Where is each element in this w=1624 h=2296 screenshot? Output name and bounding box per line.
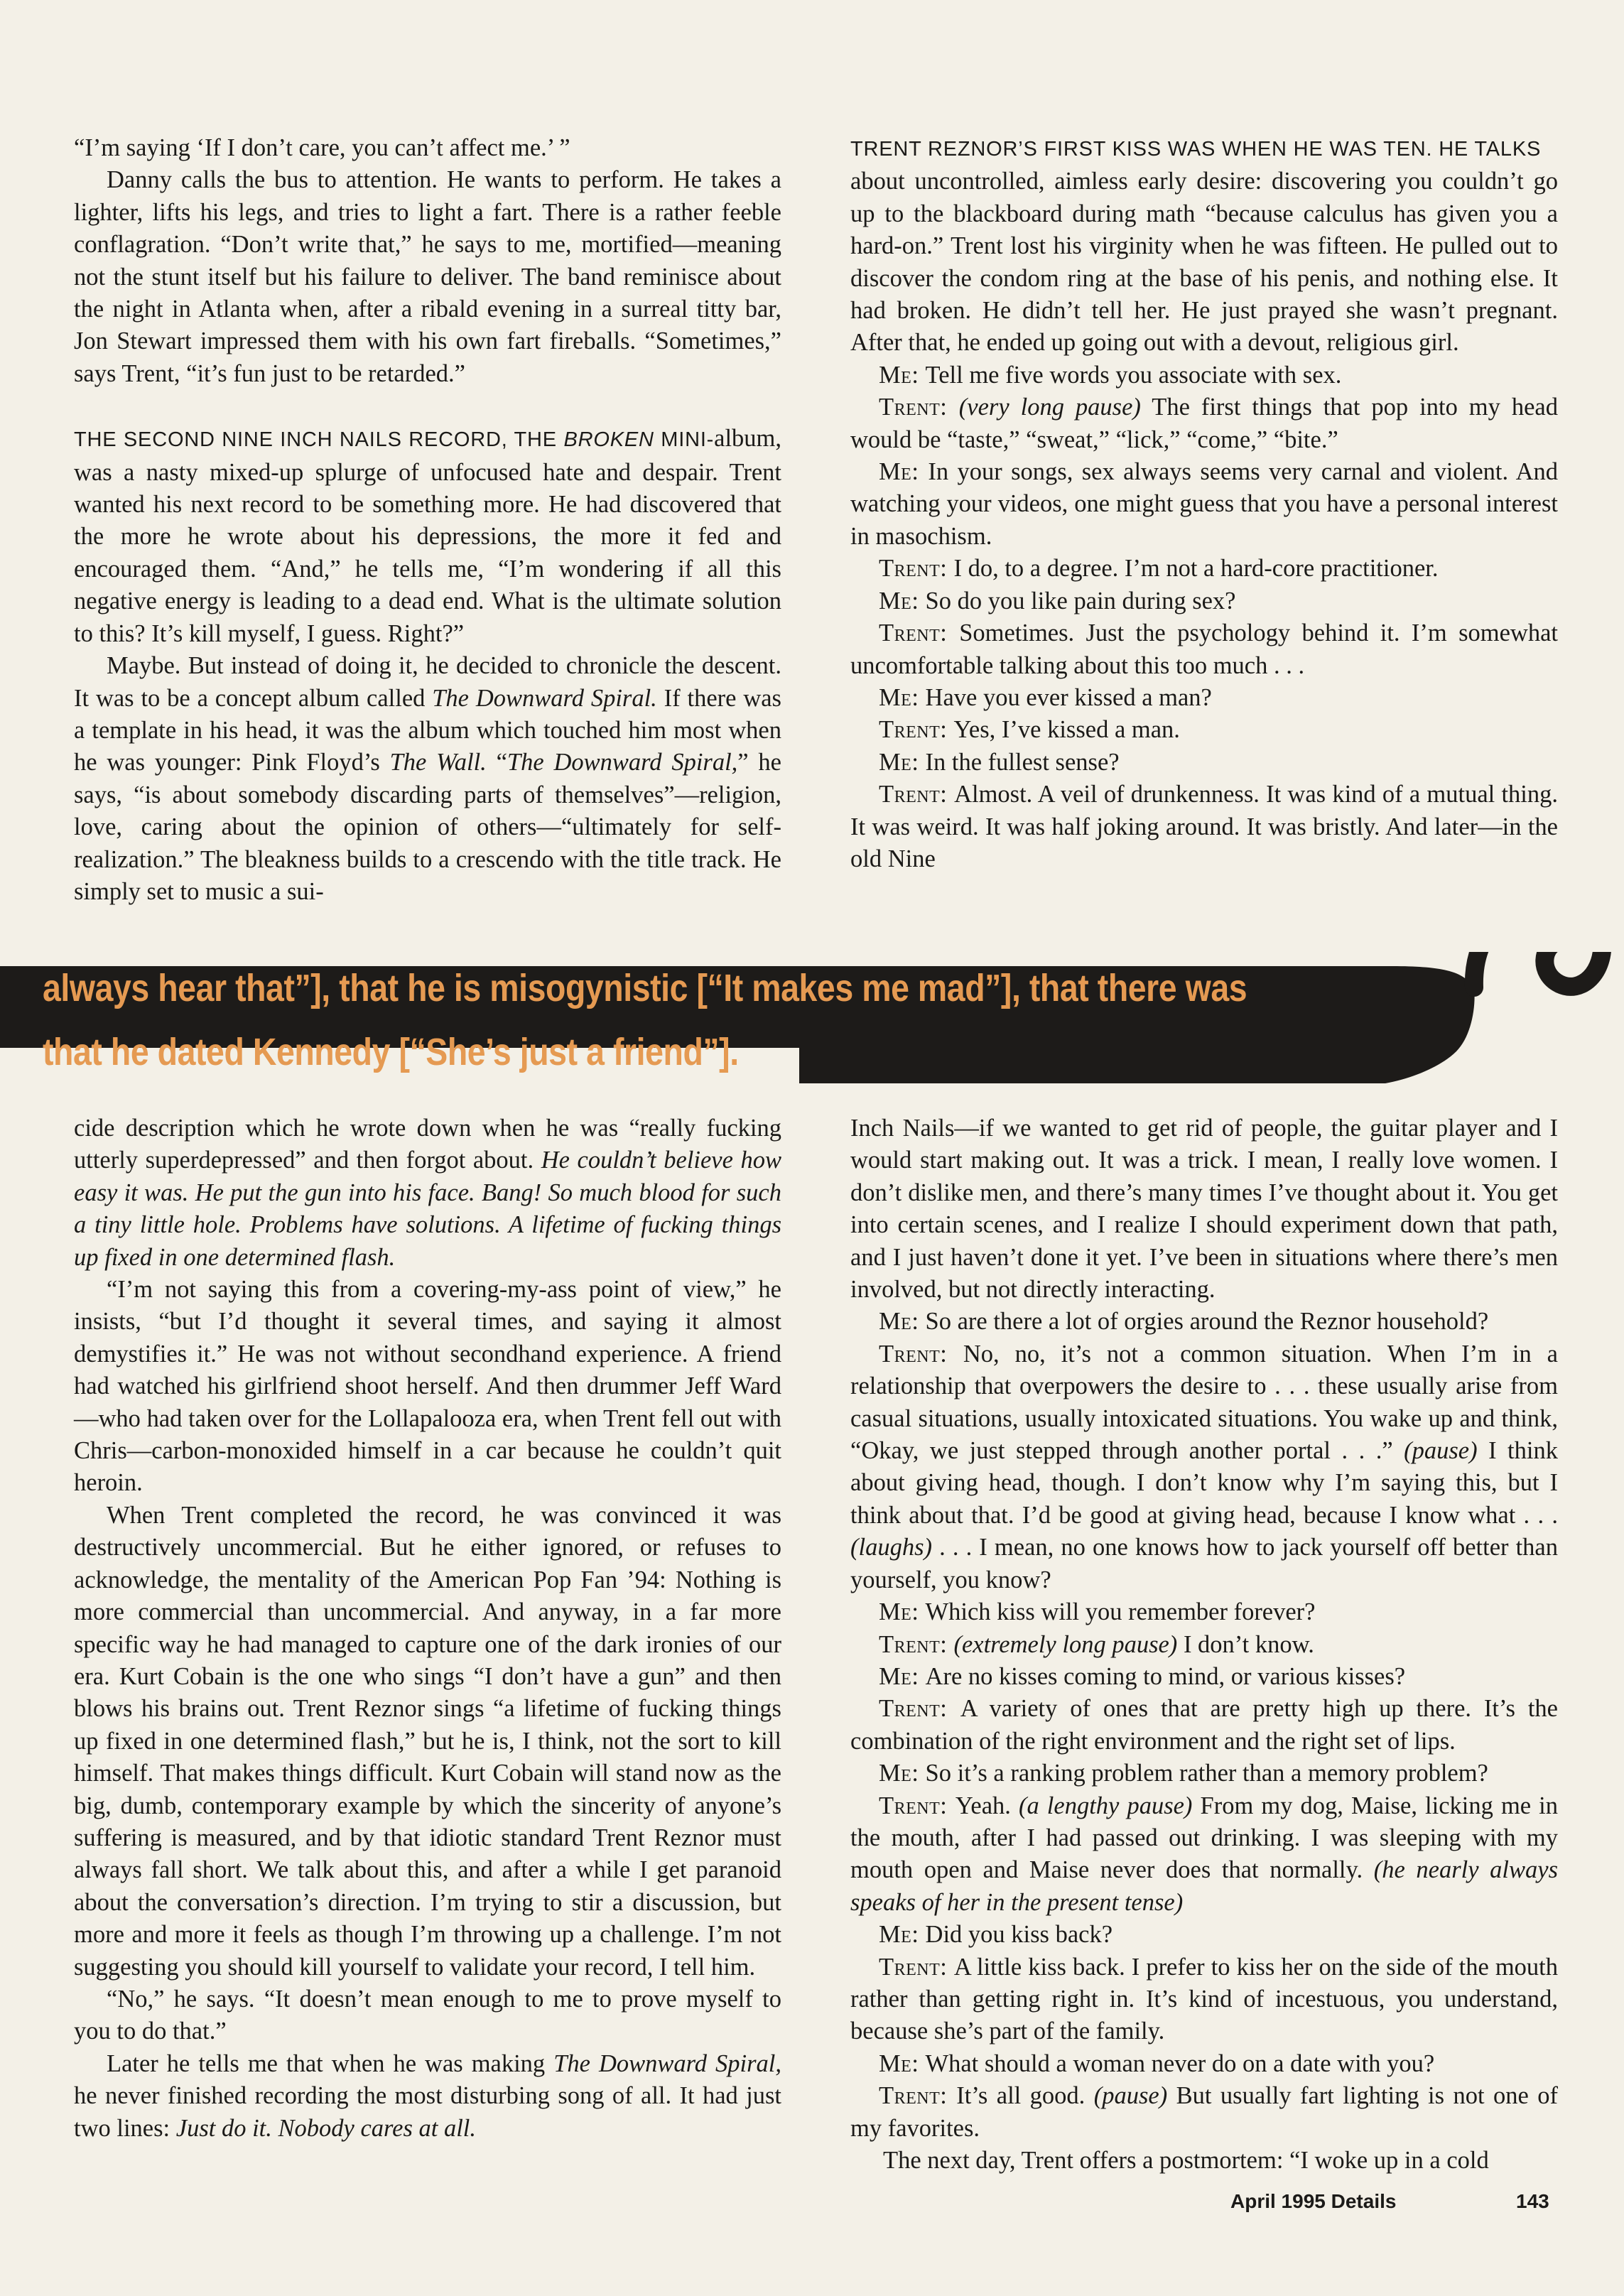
speaker-label: Trent: [879,716,954,744]
interview-dialogue [850,1306,1558,2145]
speaker-label: Me: [879,748,926,776]
speaker-label: Me: [879,683,926,711]
dialogue-line: Trent: Almost. A veil of drunkenness. It was kind of a mutual thing. It was weird. It was half joking around. It was bristly. And later—in the old Nine [850,781,1558,872]
dialogue-line: Me: So it’s a ranking problem rather than a memory problem? [879,1760,1488,1787]
dialogue-line: Me: What should a woman never do on a date with you? [879,2049,1435,2077]
dialogue-line: Trent: I do, to a degree. I’m not a hard-core practitioner. [879,555,1439,583]
speaker-label: Trent: [879,555,954,583]
dialogue-line: Trent: A little kiss back. I prefer to kiss her on the side of the mouth rather than getting right in. It’s kind of incestuous, you understand, because she’s part of the family. [850,1953,1558,2045]
speaker-label: Trent: [879,1340,963,1368]
dialogue-line: Trent: Yeah. (a lengthy pause) From my dog, Maise, licking me in the mouth, after I had passed out drinking. I was sleeping with my mouth open and Maise never does that normally. (he nearly always speaks of her in the present tense) [850,1792,1559,1916]
pull-quote-line-2: that he dated Kennedy [“She’s just a friend”]. [43,1031,739,1073]
speaker-label: Me: [879,1921,926,1949]
paragraph: “I’m not saying this from a covering-my-ass point of view,” he insists, “but I’d thought it several times, and saying it almost demystifies it.” He was not without secondhand experience. A friend had watched his girlfriend shoot herself. And then drummer Jeff Ward—who had taken over for the Lollapalooza era, when Trent fell out with Chris—carbon-monoxided himself in a car because he couldn’t quit heroin. [74,1276,781,1497]
paragraph: cide description which he wrote down when he was “really fucking utterly superdepressed” and then forgot about. He couldn’t believe how easy it was. He put the gun into his face. Bang! So much blood for such a tiny little hole. Problems have solutions. A lifetime of fucking things up fixed in one determined flash. [74,1115,782,1271]
paragraph: Later he tells me that when he was making The Downward Spiral, he never finished recording the most disturbing song of all. It had just two lines: Just do it. Nobody cares at all. [74,2049,782,2142]
page-number: 143 [1516,2190,1549,2212]
dialogue-line: Me: In your songs, sex always seems very carnal and violent. And watching your videos, one might guess that you have a personal interest in masochism. [850,458,1559,550]
speaker-label: Me: [879,587,926,614]
dialogue-line: Trent: (extremely long pause) I don’t know. [879,1630,1314,1658]
paragraph: The next day, Trent offers a postmortem: “I woke up in a cold [883,2147,1489,2174]
section-lead-paragraph: THE SECOND NINE INCH NAILS RECORD, THE BROKEN MINI-album, was a nasty mixed-up splurge of unfocused hate and despair. Trent wanted his next record to be something more. He had discovered that the more he wrote about his depressions, the more it fed and encouraged them. “And,” he tells me, “I’m wondering if all this negative energy is leading to a dead end. What is the ultimate solution to this? It’s kill myself, I guess. Right?” [74,425,781,647]
speaker-label: Trent: [879,1695,960,1723]
speaker-label: Me: [879,458,929,486]
dialogue-line: Me: Have you ever kissed a man? [879,683,1212,711]
paragraph: Danny calls the bus to attention. He wants to perform. He takes a lighter, lifts his legs, and tries to light a fart. There is a rather feeble conflagration. “Don’t write that,” he says to me, mortified—meaning not the stunt itself but his failure to deliver. The band reminisce about the night in Atlanta when, after a ribald evening in a surreal titty bar, Jon Stewart impressed them with his own fart fireballs. “Sometimes,” says Trent, “it’s fun just to be retarded.” [74,166,781,387]
section-lead-in: TRENT REZNOR’S FIRST KISS WAS WHEN HE WAS TEN. HE TALKS [850,138,1542,161]
speaker-label: Me: [879,1308,926,1336]
dialogue-line: Trent: A variety of ones that are pretty high up there. It’s the combination of the right environment and the right set of lips. [850,1695,1558,1755]
paragraph: “No,” he says. “It doesn’t mean enough to me to prove myself to you to do that.” [74,1985,781,2045]
dialogue-line: Trent: Yes, I’ve kissed a man. [879,716,1180,744]
speaker-label: Me: [879,1760,926,1787]
speaker-label: Me: [879,1662,926,1690]
dialogue-line: Me: Tell me five words you associate with sex. [879,361,1342,389]
dialogue-line: Me: Did you kiss back? [879,1921,1113,1949]
article-column-4 [850,1112,1558,2177]
speaker-label: Trent: [879,781,955,808]
speaker-label: Me: [879,361,926,389]
paragraph: When Trent completed the record, he was convinced it was destructively uncommercial. But he either ignored, or refuses to acknowledge, the mentality of the American Pop Fan ’94: Nothing is more commercial than uncommercial. And anyway, in a far more specific way he had managed to capture one of the dark ironies of our era. Kurt Cobain is the one who sings “I don’t have a gun” and then blows his brains out. Trent Reznor sings “a lifetime of fucking things up fixed in one determined flash,” but he is, I think, not the sort to kill himself. That makes things difficult. Kurt Cobain will stand now as the big, dumb, contemporary example by which the sincerity of anyone’s suffering is measured, and by that idiotic standard Trent Reznor must always fall short. We talk about this, and after a while I get paranoid about the conversation’s direction. I’m trying to stir a discussion, but more and more it feels as though I’m throwing up a challenge. I’m not suggesting you should kill yourself to validate your record, I tell him. [74,1501,781,1981]
dialogue-line: Me: Are no kisses coming to mind, or various kisses? [879,1662,1406,1690]
pull-quote-line-1: always hear that”], that he is misogynistic [“It makes me mad”], that there was [43,967,1247,1009]
speaker-label: Trent: [879,2082,957,2110]
paragraph: Maybe. But instead of doing it, he decided to chronicle the descent. It was to be a concept album called The Downward Spiral. If there was a template in his head, it was the album which touched him most when he was younger: Pink Floyd’s The Wall. “The Downward Spiral,” he says, “is about somebody discarding parts of themselves”—religion, love, caring about the opinion of others—“ultimately for self-realization.” The bleakness builds to a crescendo with the title track. He simply set to music a sui- [74,652,781,905]
interview-dialogue [850,359,1558,876]
section-lead-in: THE SECOND NINE INCH NAILS RECORD, THE BROKEN MINI- [74,428,715,452]
speaker-label: Me: [879,2049,926,2077]
speaker-label: Trent: [879,1953,954,1981]
section-lead-paragraph: TRENT REZNOR’S FIRST KISS WAS WHEN HE WAS TEN. HE TALKS about uncontrolled, aimless early desire: discovering you couldn’t go up to the blackboard during math “because calculus has given you a hard-on.” Trent lost his virginity when he was fifteen. He pulled out to discover the condom ring at the base of his penis, and nothing else. It had broken. He didn’t tell her. He just prayed she wasn’t pregnant. After that, he ended up going out with a devout, religious girl. [850,138,1558,357]
dialogue-line: Trent: (very long pause) The first things that pop into my head would be “taste,” “sweat,” “lick,” “come,” “bite.” [850,394,1558,453]
dialogue-line: Me: In the fullest sense? [879,748,1120,776]
dialogue-line: Me: So do you like pain during sex? [879,587,1236,614]
article-column-2 [850,132,1558,875]
dialogue-line: Trent: Sometimes. Just the psychology behind it. I’m somewhat uncomfortable talking about this too much . . . [850,619,1558,679]
speaker-label: Trent: [879,1792,956,1819]
issue-footer: April 1995 Details [1230,2190,1397,2212]
dialogue-line: Trent: It’s all good. (pause) But usually fart lighting is not one of my favorites. [850,2082,1558,2142]
dialogue-line: Me: Which kiss will you remember forever? [879,1598,1316,1626]
dialogue-line: Trent: No, no, it’s not a common situation. When I’m in a relationship that overpowers the desire to . . . these usually arise from casual situations, usually intoxicated situations. You wake up and think, “Okay, we just stepped through another portal . . .” (pause) I think about giving head, though. I don’t know why I’m saying this, but I think about that. I’d be good at giving head, because I know what . . . (laughs) . . . I mean, no one knows how to jack yourself off better than yourself, you know? [850,1340,1558,1593]
paragraph: “I’m saying ‘If I don’t care, you can’t affect me.’ ” [74,134,570,161]
article-column-1 [74,132,781,908]
article-column-3 [74,1112,781,2145]
speaker-label: Trent: [879,1630,954,1658]
speaker-label: Me: [879,1598,926,1626]
paragraph: Inch Nails—if we wanted to get rid of people, the guitar player and I would start making out. It was a trick. I mean, I really love women. I don’t dislike men, and there’s many times I’ve thought about it. You get into certain scenes, and I realize I should experiment down that path, and I just haven’t done it yet. I’ve been in situations where there’s men involved, but not directly interacting. [850,1115,1558,1304]
speaker-label: Trent: [879,619,960,647]
dialogue-line: Me: So are there a lot of orgies around the Reznor household? [879,1308,1489,1336]
speaker-label: Trent: [879,394,959,421]
